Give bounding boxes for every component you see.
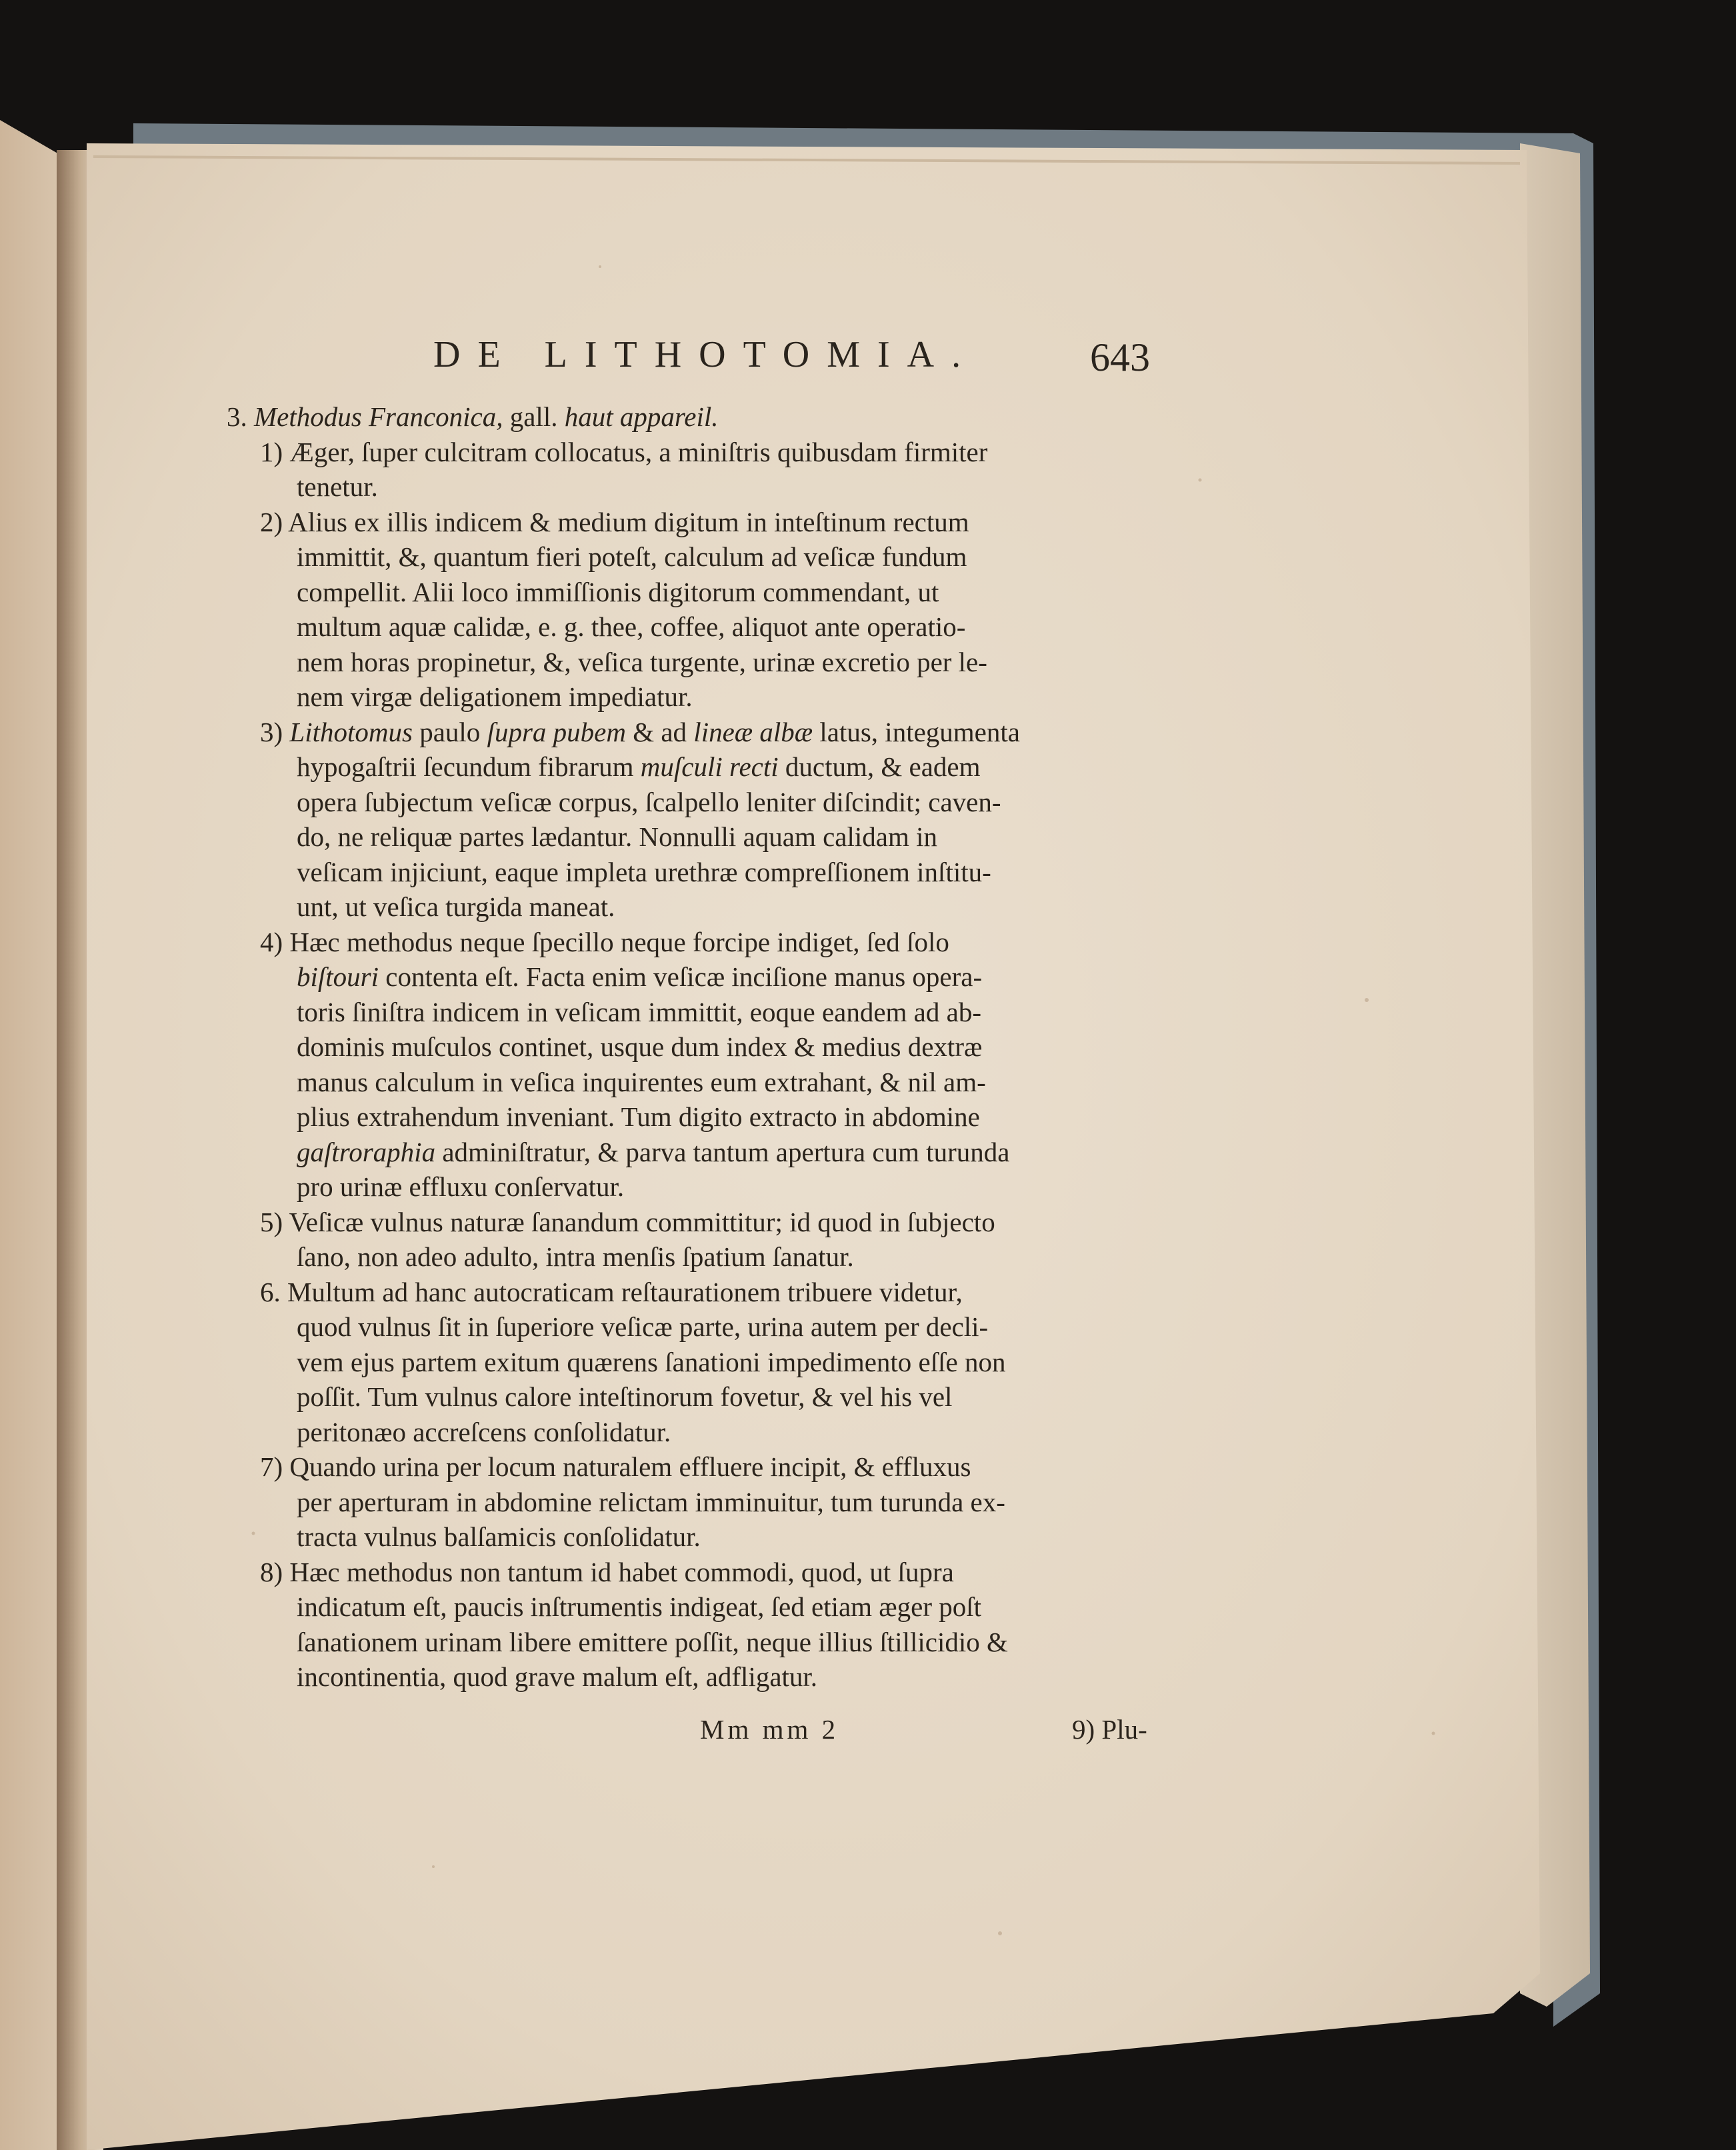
text-run: ductum, & eadem — [778, 751, 981, 782]
text-run: 6. Multum ad hanc autocraticam reſtaurationem tribuere videtur, — [260, 1276, 963, 1307]
text-line — [297, 1485, 1005, 1519]
text-run: hypogaſtrii ſecundum fibrarum — [297, 751, 641, 782]
text-run: 7) Quando urina per locum naturalem effluere incipit, & effluxus — [260, 1451, 971, 1482]
text-line — [260, 715, 1020, 749]
text-run: multum aquæ calidæ, e. g. thee, coffee, aliquot ante operatio- — [297, 611, 966, 642]
text-run: 8) Hæc methodus non tantum id habet commodi, quod, ut ſupra — [260, 1556, 954, 1587]
text-line — [297, 610, 965, 643]
text-run: compellit. Alii loco immiſſionis digitorum commendant, ut — [297, 576, 939, 607]
text-line — [297, 855, 991, 889]
text-run: & ad — [625, 716, 694, 747]
text-line — [260, 925, 949, 959]
text-run: manus calculum in veſica inquirentes eum extrahant, & nil am- — [297, 1066, 986, 1097]
text-line — [297, 1660, 817, 1693]
text-line — [297, 820, 937, 853]
text-line — [297, 1415, 671, 1449]
text-run: per aperturam in abdomine relictam imminuitur, tum turunda ex- — [297, 1486, 1005, 1517]
text-run: contenta eſt. Facta enim veſicæ inciſione manus opera- — [379, 961, 983, 992]
text-line — [297, 645, 987, 679]
italic-text: gaſtroraphia — [297, 1136, 436, 1167]
text-run: dominis muſculos continet, usque dum index & medius dextræ — [297, 1031, 983, 1062]
text-line — [297, 1135, 1009, 1169]
text-line — [297, 540, 967, 573]
text-run: ſano, non adeo adulto, intra menſis ſpatium ſanatur. — [297, 1241, 854, 1272]
text-line — [297, 785, 1001, 819]
text-run: poſſit. Tum vulnus calore inteſtinorum fovetur, & vel his vel — [297, 1381, 953, 1412]
text-run: 4) Hæc methodus neque ſpecillo neque forcipe indiget, ſed ſolo — [260, 926, 949, 957]
text-run: ſanationem urinam libere emittere poſſit, neque illius ſtillicidio & — [297, 1626, 1008, 1657]
text-run: quod vulnus ſit in ſuperiore veſicæ parte, urina autem per decli- — [297, 1311, 989, 1342]
text-line — [260, 1450, 971, 1483]
text-run: veſicam injiciunt, eaque impleta urethræ compreſſionem inſtitu- — [297, 856, 991, 887]
text-run: incontinentia, quod grave malum eſt, adfligatur. — [297, 1661, 818, 1692]
text-line — [297, 1345, 1005, 1379]
text-run: peritonæo accreſcens conſolidatur. — [297, 1416, 671, 1447]
text-run: latus, integumenta — [813, 716, 1020, 747]
text-run: tracta vulnus balſamicis conſolidatur. — [297, 1521, 701, 1552]
text-line — [297, 1520, 701, 1553]
text-run: vem ejus partem exitum quærens ſanationi impedimento eſſe non — [297, 1346, 1006, 1377]
italic-text: haut appareil. — [564, 401, 719, 432]
signature-mark: Mm mm 2 — [700, 1714, 839, 1745]
text-run: do, ne reliquæ partes lædantur. Nonnulli aquam calidam in — [297, 821, 938, 852]
italic-text: biſtouri — [297, 961, 379, 992]
text-run: nem virgæ deligationem impediatur. — [297, 681, 693, 712]
text-run: paulo — [412, 716, 487, 747]
catchword: 9) Plu- — [1072, 1714, 1147, 1745]
text-line — [297, 1590, 981, 1623]
text-line — [260, 435, 987, 469]
text-line — [297, 470, 378, 503]
text-line — [297, 680, 693, 713]
italic-text: Lithotomus — [289, 716, 413, 747]
text-run: adminiſtratur, & parva tantum apertura cum turunda — [435, 1136, 1010, 1167]
italic-text: lineæ albæ — [693, 716, 813, 747]
text-line — [297, 1030, 982, 1063]
text-line — [297, 1065, 986, 1099]
text-run: plius extrahendum inveniant. Tum digito extracto in abdomine — [297, 1101, 980, 1132]
text-line — [297, 575, 939, 609]
text-line — [297, 1170, 624, 1203]
text-line — [297, 1100, 980, 1133]
text-run: tenetur. — [297, 471, 378, 502]
text-run: 3) — [260, 716, 290, 747]
text-line — [297, 995, 981, 1029]
text-line — [260, 1275, 963, 1309]
text-run: 3. — [227, 401, 254, 432]
text-line — [227, 400, 719, 433]
italic-text: ſupra pubem — [487, 716, 626, 747]
text-run: opera ſubjectum veſicæ corpus, ſcalpello leniter diſcindit; caven- — [297, 786, 1001, 817]
text-line — [297, 1310, 988, 1343]
text-run: nem horas propinetur, &, veſica turgente, urinæ excretio per le- — [297, 646, 987, 677]
text-line — [297, 960, 982, 993]
text-run: 2) Alius ex illis indicem & medium digitum in inteſtinum rectum — [260, 506, 969, 537]
text-run: 1) Æger, ſuper culcitram collocatus, a miniſtris quibusdam firmiter — [260, 436, 988, 467]
text-line — [297, 890, 615, 923]
text-line — [297, 1240, 854, 1273]
text-run: indicatum eſt, paucis inſtrumentis indigeat, ſed etiam æger poſt — [297, 1591, 982, 1622]
page-number: 643 — [1090, 335, 1150, 379]
text-run: 5) Veſicæ vulnus naturæ ſanandum committitur; id quod in ſubjecto — [260, 1206, 995, 1237]
text-run: gall. — [503, 401, 565, 432]
text-line — [260, 1555, 954, 1589]
text-line — [297, 1625, 1008, 1659]
text-line — [260, 505, 969, 539]
text-run: unt, ut veſica turgida maneat. — [297, 891, 615, 922]
text-line — [297, 750, 981, 783]
page-header-title: DE LITHOTOMIA. — [433, 334, 979, 375]
text-line — [260, 1205, 995, 1239]
italic-text: Methodus Franconica, — [254, 401, 503, 432]
text-run: toris ſiniſtra indicem in veſicam immittit, eoque eandem ad ab- — [297, 996, 981, 1027]
italic-text: muſculi recti — [640, 751, 779, 782]
text-run: immittit, &, quantum fieri poteſt, calculum ad veſicæ fundum — [297, 541, 967, 572]
text-run: pro urinæ effluxu conſervatur. — [297, 1171, 625, 1202]
text-line — [297, 1380, 952, 1413]
